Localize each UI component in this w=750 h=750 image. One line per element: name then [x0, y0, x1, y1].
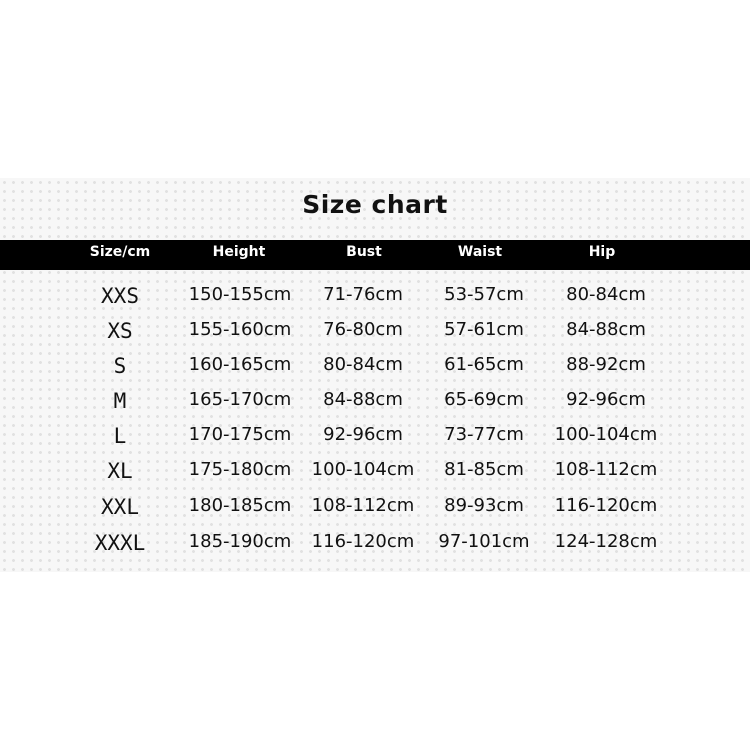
height-cell: 185-190cm — [188, 531, 292, 552]
header-waist: Waist — [457, 244, 503, 260]
bust-cell: 100-104cm — [311, 459, 415, 480]
height-cell: 180-185cm — [188, 495, 292, 516]
table-row — [0, 459, 750, 489]
waist-cell: 65-69cm — [444, 389, 524, 410]
waist-cell: 81-85cm — [444, 459, 524, 480]
table-row — [0, 424, 750, 454]
table-row — [0, 319, 750, 349]
waist-cell: 61-65cm — [444, 354, 524, 375]
table-header — [0, 240, 750, 270]
bust-cell: 80-84cm — [323, 354, 403, 375]
table-row — [0, 389, 750, 419]
hip-cell: 108-112cm — [554, 459, 658, 480]
size-cell: XXXL — [94, 531, 146, 555]
table-row — [0, 284, 750, 314]
bust-cell: 76-80cm — [323, 319, 403, 340]
header-bust: Bust — [346, 244, 382, 260]
size-cell: XL — [107, 459, 133, 483]
waist-cell: 57-61cm — [444, 319, 524, 340]
size-cell: M — [113, 389, 127, 413]
waist-cell: 73-77cm — [444, 424, 524, 445]
height-cell: 165-170cm — [188, 389, 292, 410]
hip-cell: 116-120cm — [554, 495, 658, 516]
waist-cell: 89-93cm — [444, 495, 524, 516]
waist-cell: 97-101cm — [438, 531, 530, 552]
table-row — [0, 495, 750, 525]
height-cell: 150-155cm — [188, 284, 292, 305]
hip-cell: 92-96cm — [566, 389, 646, 410]
height-cell: 155-160cm — [188, 319, 292, 340]
header-height: Height — [212, 244, 266, 260]
size-cell: XXS — [101, 284, 139, 308]
bust-cell: 92-96cm — [323, 424, 403, 445]
header-hip: Hip — [588, 244, 616, 260]
table-row — [0, 354, 750, 384]
bust-cell: 84-88cm — [323, 389, 403, 410]
hip-cell: 80-84cm — [566, 284, 646, 305]
bust-cell: 116-120cm — [311, 531, 415, 552]
height-cell: 170-175cm — [188, 424, 292, 445]
bust-cell: 108-112cm — [311, 495, 415, 516]
header-size: Size/cm — [89, 244, 151, 260]
size-cell: S — [113, 354, 127, 378]
size-cell: XXL — [101, 495, 139, 519]
bust-cell: 71-76cm — [323, 284, 403, 305]
height-cell: 160-165cm — [188, 354, 292, 375]
size-cell: L — [113, 424, 127, 448]
size-cell: XS — [107, 319, 133, 343]
hip-cell: 88-92cm — [566, 354, 646, 375]
waist-cell: 53-57cm — [444, 284, 524, 305]
chart-title: Size chart — [302, 190, 448, 219]
hip-cell: 124-128cm — [554, 531, 658, 552]
hip-cell: 84-88cm — [566, 319, 646, 340]
hip-cell: 100-104cm — [554, 424, 658, 445]
height-cell: 175-180cm — [188, 459, 292, 480]
table-row — [0, 531, 750, 561]
